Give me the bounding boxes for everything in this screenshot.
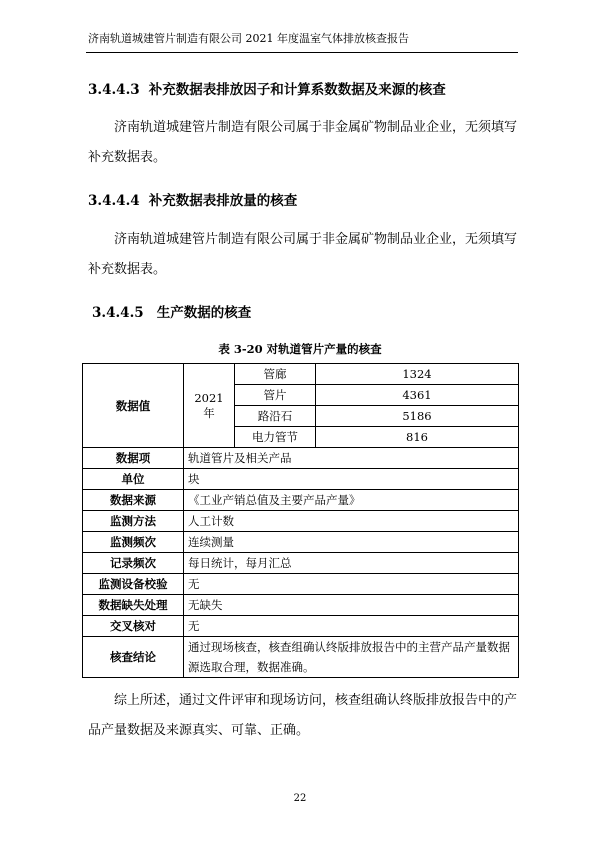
- table-row: [83, 511, 519, 532]
- row-label: 单位: [83, 469, 184, 490]
- row-value: 无: [184, 574, 519, 595]
- row-label: 记录频次: [83, 553, 184, 574]
- row-value: 《工业产销总值及主要产品产量》: [184, 490, 519, 511]
- section-number: 3.4.4.3: [88, 82, 140, 98]
- product-value: 816: [316, 427, 519, 448]
- row-value: 无: [184, 616, 519, 637]
- conclusion-paragraph: [88, 686, 518, 746]
- table-row: [83, 637, 519, 678]
- product-value: 4361: [316, 385, 519, 406]
- row-label: 监测方法: [83, 511, 184, 532]
- section-heading-3-4-4-5: [92, 301, 251, 321]
- table-row: [83, 364, 519, 385]
- production-data-table: [82, 363, 519, 678]
- table-row: [83, 448, 519, 469]
- row-value: 块: [184, 469, 519, 490]
- product-value: 1324: [316, 364, 519, 385]
- section-paragraph-3-4-4-3: [88, 113, 518, 173]
- row-label: 交叉核对: [83, 616, 184, 637]
- data-value-label: 数据值: [83, 364, 184, 448]
- section-number: 3.4.4.5: [92, 305, 144, 321]
- row-label: 核查结论: [83, 637, 184, 678]
- product-name: 管片: [235, 385, 316, 406]
- table-row: [83, 490, 519, 511]
- section-number: 3.4.4.4: [88, 193, 140, 209]
- paragraph-text: 综上所述，通过文件评审和现场访问，核查组确认终版排放报告中的产品产量数据及来源真实、可靠、正确。: [88, 693, 518, 738]
- row-value: 通过现场核查，核查组确认终版排放报告中的主营产品产量数据源选取合理，数据准确。: [184, 637, 519, 678]
- row-value: 轨道管片及相关产品: [184, 448, 519, 469]
- product-name: 管廊: [235, 364, 316, 385]
- paragraph-text: 济南轨道城建管片制造有限公司属于非金属矿物制品业企业，无须填写补充数据表。: [88, 120, 518, 165]
- table-caption: 表 3-20 对轨道管片产量的核查: [218, 342, 382, 356]
- row-label: 监测频次: [83, 532, 184, 553]
- product-name: 路沿石: [235, 406, 316, 427]
- table-row: [83, 574, 519, 595]
- table-row: [83, 616, 519, 637]
- product-value: 5186: [316, 406, 519, 427]
- header-rule: [86, 52, 518, 53]
- row-label: 数据项: [83, 448, 184, 469]
- section-title: 补充数据表排放因子和计算系数数据及来源的核查: [148, 82, 446, 98]
- page-header: 济南轨道城建管片制造有限公司 2021 年度温室气体排放核查报告: [88, 32, 409, 45]
- product-name: 电力管节: [235, 427, 316, 448]
- table-row: [83, 469, 519, 490]
- row-value: 连续测量: [184, 532, 519, 553]
- table-row: [83, 553, 519, 574]
- section-paragraph-3-4-4-4: [88, 225, 518, 285]
- section-heading-3-4-4-3: [88, 78, 446, 98]
- section-title: 生产数据的核查: [156, 305, 252, 321]
- row-label: 数据缺失处理: [83, 595, 184, 616]
- page-number: 22: [293, 793, 307, 804]
- table-row: [83, 532, 519, 553]
- row-label: 监测设备校验: [83, 574, 184, 595]
- row-value: 人工计数: [184, 511, 519, 532]
- section-title: 补充数据表排放量的核查: [148, 193, 298, 209]
- row-value: 每日统计，每月汇总: [184, 553, 519, 574]
- row-label: 数据来源: [83, 490, 184, 511]
- table-row: [83, 595, 519, 616]
- paragraph-text: 济南轨道城建管片制造有限公司属于非金属矿物制品业企业，无须填写补充数据表。: [88, 232, 518, 277]
- section-heading-3-4-4-4: [88, 189, 297, 209]
- row-value: 无缺失: [184, 595, 519, 616]
- year-cell: 2021 年: [184, 364, 235, 448]
